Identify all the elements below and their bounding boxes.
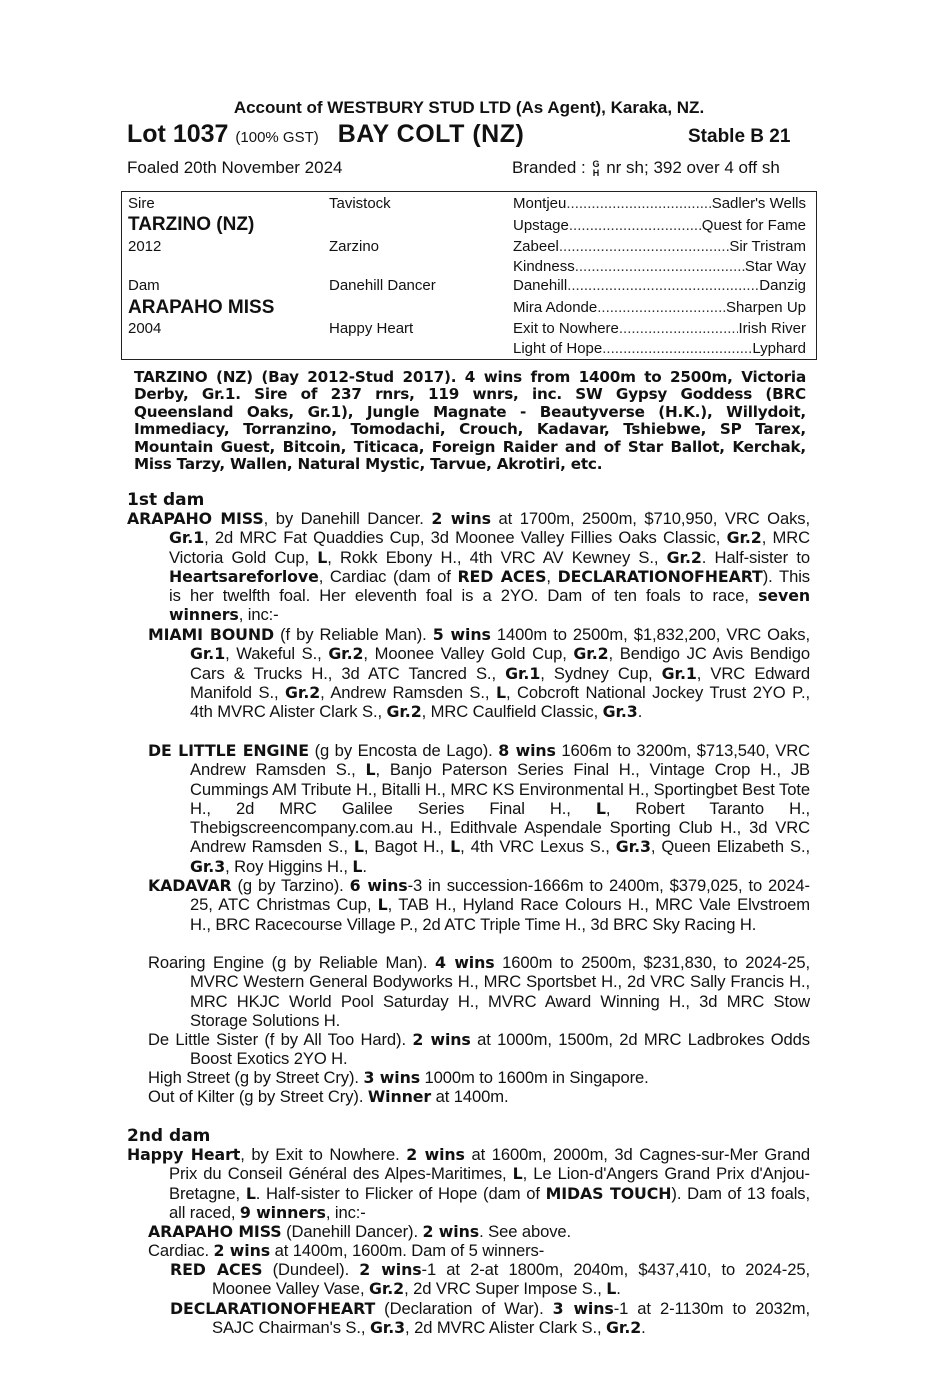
text-run: , Robert Taranto H., Thebigscreencompany.com.au H., Edithvale Aspendale Sporting Club H., 3d VRC Andrew Ramsden S.,: [190, 798, 811, 857]
dam-name: ARAPAHO MISS: [128, 297, 275, 318]
text-run: ,: [546, 566, 558, 586]
great-grandparent-row: Upstage ..... Quest for Fame: [513, 217, 806, 234]
pedigree-entry: [148, 876, 810, 934]
bold-run: Gr.3: [602, 702, 638, 722]
text-run: , Rokk Ebony H., 4th VRC AV Kewney S.,: [327, 547, 667, 567]
text-run: , Andrew Ramsden S.,: [320, 682, 496, 702]
text-run: at 1000m, 1500m, 2d MRC Ladbrokes Odds Boost Exotics 2YO H.: [190, 1030, 810, 1069]
bold-run: 2 wins: [422, 1222, 480, 1241]
text-run: , Bagot H.,: [363, 837, 451, 857]
text-run: , Le Lion-d'Angers Grand Prix d'Anjou-Bretagne,: [169, 1164, 810, 1203]
bold-run: 2 wins: [431, 509, 491, 528]
text-run: , 2d VRC Super Impose S.,: [404, 1279, 607, 1299]
lot-number: Lot 1037: [127, 120, 229, 148]
text-run: .: [637, 702, 643, 722]
sire-year: 2012: [128, 238, 162, 255]
pedigree-entry: [148, 1087, 810, 1106]
bold-run: KADAVAR: [148, 876, 232, 895]
bold-run: Winner: [367, 1087, 432, 1106]
text-run: , inc:-: [325, 1202, 366, 1222]
bold-run: Gr.3: [615, 837, 651, 857]
pedigree-entry: [148, 741, 810, 876]
dam-label: Dam: [128, 277, 160, 294]
text-run: . Half-sister to: [701, 547, 810, 567]
text-run: , by Exit to Nowhere.: [240, 1145, 407, 1164]
bold-run: 6 wins: [349, 876, 408, 895]
text-run: (Dundeel).: [262, 1260, 360, 1279]
sire-name: TARZINO (NZ): [128, 214, 255, 235]
great-grandparent-row: Exit to Nowhere ..... Irish River: [513, 320, 806, 337]
text-run: .: [362, 856, 367, 876]
first-dam-heading: 1st dam: [127, 490, 205, 510]
pedigree-entry: [148, 953, 810, 1030]
pedigree-entry: [127, 1145, 810, 1222]
text-run: 1600m to 2500m, $231,830, to 2024-25, MVRC Western General Bodyworks H., MRC Sportsbet H., 2d VRC Sally Francis H., MRC HKJC World Pool Saturday H., MVRC Award Winning H., 3d MRC Stow Storage Solutions H.: [190, 953, 810, 1030]
bold-run: L: [245, 1183, 256, 1203]
bold-run: Gr.2: [285, 682, 321, 702]
bold-run: L: [377, 895, 388, 915]
text-run: , Banjo Paterson Series Final H., Vintage Crop H., JB Cummings AM Tribute H., Bitalli H., MRC KS Environmental H., Sportingbet Best Tote H., 2d MRC Galilee Series Final H.,: [190, 760, 810, 818]
text-run: , by Danehill Dancer.: [263, 509, 432, 528]
text-run: at 1400m, 1600m. Dam of 5 winners-: [270, 1241, 545, 1260]
pedigree-entry: [170, 1260, 810, 1299]
great-grandparent-row: Danehill ..... Danzig: [513, 277, 806, 294]
bold-run: L: [353, 837, 364, 857]
bold-run: 2 wins: [213, 1241, 271, 1260]
dam-year: 2004: [128, 320, 162, 337]
bold-run: ARAPAHO MISS: [127, 509, 264, 528]
great-grandparent-row: Mira Adonde ..... Sharpen Up: [513, 299, 806, 316]
bold-run: MIAMI BOUND: [148, 625, 275, 644]
bold-run: Gr.2: [386, 702, 422, 722]
bold-run: Gr.3: [190, 856, 226, 876]
text-run: Cardiac.: [148, 1241, 214, 1260]
pedigree-entry: [148, 1222, 810, 1241]
horse-description: BAY COLT (NZ): [337, 120, 525, 148]
text-run: (g by Encosta de Lago).: [309, 741, 499, 760]
bold-run: Gr.1: [190, 644, 226, 664]
bold-run: 2 wins: [412, 1030, 471, 1049]
pedigree-entry: [148, 1068, 810, 1087]
branded-label: Branded :: [512, 158, 586, 177]
text-run: , Wakeful S.,: [225, 644, 329, 664]
text-run: ). This is her twelfth foal. Her eleventh foal is a 2YO. Dam of ten foals to race,: [169, 566, 810, 606]
bold-run: Gr.2: [666, 547, 702, 567]
bold-run: Gr.1: [169, 528, 205, 548]
text-run: 1606m to 3200m, $713,540, VRC Andrew Ramsden S.,: [190, 741, 810, 780]
bold-run: DECLARATIONOFHEART: [557, 566, 763, 586]
bold-run: 2 wins: [359, 1260, 422, 1279]
text-run: , Cobcroft National Jockey Trust 2YO P., 4th MVRC Alister Clark S.,: [190, 682, 811, 722]
brand-mark-bottom: H: [592, 167, 600, 178]
text-run: . Half-sister to Flicker of Hope (dam of: [255, 1183, 546, 1203]
great-grandparent-row: Kindness ..... Star Way: [513, 258, 806, 275]
great-grandparent-row: Montjeu ..... Sadler's Wells: [513, 195, 806, 212]
text-run: (Declaration of War).: [375, 1299, 553, 1318]
bold-run: ARAPAHO MISS: [148, 1222, 282, 1241]
text-run: at 1600m, 2000m, 3d Cagnes-sur-Mer Grand Prix du Conseil Général des Alpes-Maritimes,: [169, 1145, 810, 1184]
paternal-grandsire: Tavistock: [329, 195, 391, 212]
text-run: at 1700m, 2500m, $710,950, VRC Oaks,: [490, 509, 810, 528]
text-run: -1 at 2-at 1800m, 2040m, $437,410, to 2024-25, Moonee Valley Vase,: [212, 1260, 810, 1299]
bold-run: Gr.1: [505, 663, 541, 683]
bold-run: Gr.2: [328, 644, 364, 664]
bold-run: L: [317, 547, 328, 567]
bold-run: 8 wins: [498, 741, 556, 760]
text-run: , VRC Edward Manifold S.,: [190, 663, 810, 702]
bold-run: 4 wins: [434, 953, 495, 972]
bold-run: 3 wins: [363, 1068, 421, 1087]
text-run: , Bendigo JC Avis Bendigo Cars & Trucks H., 3d ATC Tancred S.,: [190, 644, 811, 683]
text-run: , inc:-: [238, 605, 279, 625]
text-run: , MRC Victoria Gold Cup,: [169, 528, 810, 567]
bold-run: Gr.3: [369, 1318, 406, 1338]
bold-run: L: [365, 760, 376, 780]
brand-mark: [592, 160, 599, 178]
gst-note: (100% GST): [235, 129, 319, 146]
branding: [512, 158, 780, 178]
text-run: , Moonee Valley Gold Cup,: [363, 644, 574, 664]
pedigree-entry: [148, 625, 810, 721]
bold-run: 5 wins: [432, 625, 491, 644]
vendor-account: Account of WESTBURY STUD LTD (As Agent), Karaka, NZ.: [233, 98, 705, 117]
bold-run: RED ACES: [170, 1260, 263, 1279]
maternal-granddam: Happy Heart: [329, 320, 414, 337]
stable-number: Stable B 21: [688, 126, 791, 147]
foaled-date: Foaled 20th November 2024: [127, 158, 343, 177]
bold-run: Gr.2: [606, 1318, 642, 1338]
text-run: . See above.: [479, 1222, 572, 1241]
text-run: High Street (g by Street Cry).: [148, 1068, 364, 1087]
text-run: -1 at 2-1130m to 2032m, SAJC Chairman's S.,: [212, 1299, 810, 1338]
text-run: Out of Kilter (g by Street Cry).: [148, 1087, 368, 1106]
text-run: , TAB H., Hyland Race Colours H., MRC Vale Elvstroem H., BRC Racecourse Village P., 2d ATC Triple Time H., 3d BRC Sky Racing H.: [190, 895, 810, 934]
text-run: , Queen Elizabeth S.,: [650, 837, 810, 857]
bold-run: Gr.1: [661, 663, 697, 683]
bold-run: L: [495, 682, 506, 702]
great-grandparent-row: Zabeel ..... Sir Tristram: [513, 238, 806, 255]
pedigree-entry: [127, 509, 810, 625]
text-run: , Sydney Cup,: [540, 663, 662, 683]
pedigree-entry: [148, 1030, 810, 1069]
bold-run: L: [512, 1164, 523, 1184]
bold-run: L: [352, 856, 363, 876]
pedigree-entry: [148, 1241, 810, 1260]
bold-run: RED ACES: [457, 566, 547, 586]
bold-run: L: [606, 1279, 617, 1299]
bold-run: DECLARATIONOFHEART: [170, 1299, 376, 1318]
text-run: , 2d MRC Fat Quaddies Cup, 3d Moonee Valley Fillies Oaks Classic,: [204, 528, 727, 548]
text-run: De Little Sister (f by All Too Hard).: [148, 1030, 413, 1049]
bold-run: 3 wins: [552, 1299, 614, 1318]
bold-run: Happy Heart: [127, 1145, 241, 1164]
bold-run: 2 wins: [406, 1145, 465, 1164]
text-run: 1000m to 1600m in Singapore.: [420, 1068, 649, 1087]
text-run: (g by Tarzino).: [231, 876, 350, 895]
text-run: ). Dam of 13 foals, all raced,: [169, 1183, 810, 1222]
branded-detail: nr sh; 392 over 4 off sh: [606, 158, 780, 177]
bold-run: 9 winners: [239, 1202, 326, 1222]
bold-run: Heartsareforlove: [169, 566, 319, 586]
text-run: , Roy Higgins H.,: [225, 856, 353, 876]
pedigree-table: [121, 191, 817, 360]
sire-label: Sire: [128, 195, 155, 212]
text-run: (Danehill Dancer).: [281, 1222, 423, 1241]
bold-run: L: [595, 798, 606, 818]
bold-run: Gr.2: [573, 644, 609, 664]
text-run: , MRC Caulfield Classic,: [421, 702, 603, 722]
text-run: , Cardiac (dam of: [318, 566, 458, 586]
text-run: , 4th VRC Lexus S.,: [460, 837, 616, 857]
sire-summary: TARZINO (NZ) (Bay 2012-Stud 2017). 4 wins from 1400m to 2500m, Victoria Derby, Gr.1. Sire of 237 rnrs, 119 wnrs, inc. SW Gypsy Goddess (BRC Queensland Oaks, Gr.1), Jungle Magnate - Beautyverse (H.K.), Willydoit, Immediacy, Torranzino, Tomodachi, Crouch, Kadavar, Tshiebwe, SP Tarex, Mountain Guest, Bitcoin, Titicaca, Foreign Raider and of Star Ballot, Kerchak, Miss Tarzy, Wallen, Natural Mystic, Tarvue, Akrotiri, etc.: [134, 368, 806, 474]
bold-run: DE LITTLE ENGINE: [148, 741, 309, 760]
text-run: -3 in succession-1666m to 2400m, $379,025, to 2024-25, ATC Christmas Cup,: [190, 876, 810, 915]
text-run: .: [641, 1318, 646, 1338]
bold-run: Gr.2: [726, 528, 762, 548]
text-run: (f by Reliable Man).: [274, 625, 433, 644]
bold-run: seven winners: [169, 586, 810, 625]
text-run: .: [616, 1279, 621, 1299]
text-run: at 1400m.: [431, 1087, 509, 1106]
pedigree-entry: [170, 1299, 810, 1338]
bold-run: L: [450, 837, 461, 857]
text-run: 1400m to 2500m, $1,832,200, VRC Oaks,: [490, 625, 810, 644]
text-run: Roaring Engine (g by Reliable Man).: [148, 953, 435, 972]
lot-title: [127, 120, 524, 149]
text-run: , 2d MVRC Alister Clark S.,: [405, 1318, 607, 1338]
second-dam-heading: 2nd dam: [127, 1126, 211, 1146]
bold-run: Gr.2: [368, 1279, 405, 1299]
maternal-grandsire: Danehill Dancer: [329, 277, 436, 294]
paternal-granddam: Zarzino: [329, 238, 380, 255]
great-grandparent-row: Light of Hope ..... Lyphard: [513, 340, 806, 357]
brand-mark-top: G: [592, 158, 600, 169]
bold-run: MIDAS TOUCH: [545, 1183, 672, 1203]
